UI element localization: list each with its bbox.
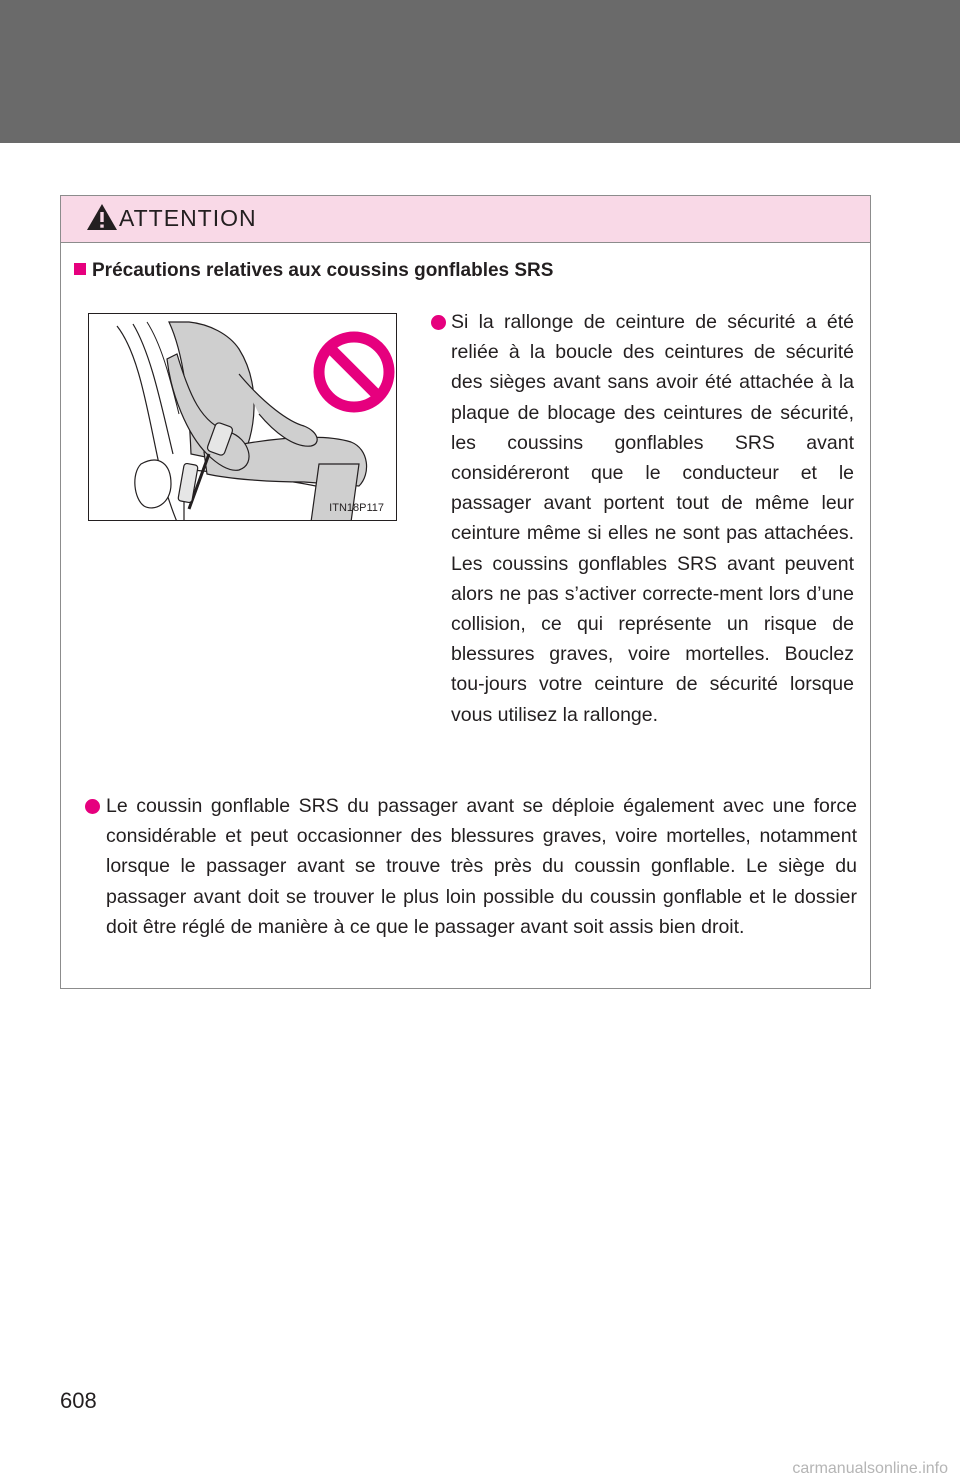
illustration-code: ITN18P117 bbox=[329, 502, 384, 514]
section-heading bbox=[74, 260, 553, 282]
seatbelt-illustration bbox=[88, 313, 397, 521]
seated-passenger-drawing bbox=[89, 314, 397, 521]
bullet-2-text: Le coussin gonflable SRS du passager avant se déploie également avec une force considérable et peut occasionner des blessures graves, voire mortelles, notamment lorsque le passager avant se trouve très près du coussin gonflable. Le siège du passager avant doit se trouver le plus loin possible du coussin gonflable et le dossier doit être réglé de manière à ce que le passager avant soit assis bien droit. bbox=[106, 795, 857, 938]
warning-triangle-icon bbox=[85, 202, 119, 232]
bullet-1-dot bbox=[431, 315, 446, 330]
warning-header bbox=[61, 196, 870, 243]
page-number: 608 bbox=[60, 1388, 97, 1413]
bullet-2-dot bbox=[85, 799, 100, 814]
warning-box bbox=[60, 195, 871, 989]
section-heading-text: Précautions relatives aux coussins gonflables SRS bbox=[92, 260, 554, 281]
prohibition-icon bbox=[319, 337, 389, 407]
watermark: carmanualsonline.info bbox=[792, 1460, 948, 1477]
bullet-1-text: Si la rallonge de ceinture de sécurité a été reliée à la boucle des ceintures de sécurité des sièges avant sans avoir été attachée à la plaque de blocage des ceintures de sécurité, les coussins gonflables SRS avant considéreront que le conducteur et le passager avant portent tout de même leur ceinture même si elles ne sont pas attachées. Les coussins gonflables SRS avant peuvent alors ne pas s’activer correcte-ment lors d’une collision, ce qui représente un risque de blessures graves, voire mortelles. Bouclez tou-jours votre ceinture de sécurité lorsque vous utilisez la rallonge. bbox=[451, 311, 854, 726]
square-bullet-icon bbox=[74, 263, 86, 275]
top-band bbox=[0, 0, 960, 143]
warning-title: ATTENTION bbox=[119, 205, 257, 231]
